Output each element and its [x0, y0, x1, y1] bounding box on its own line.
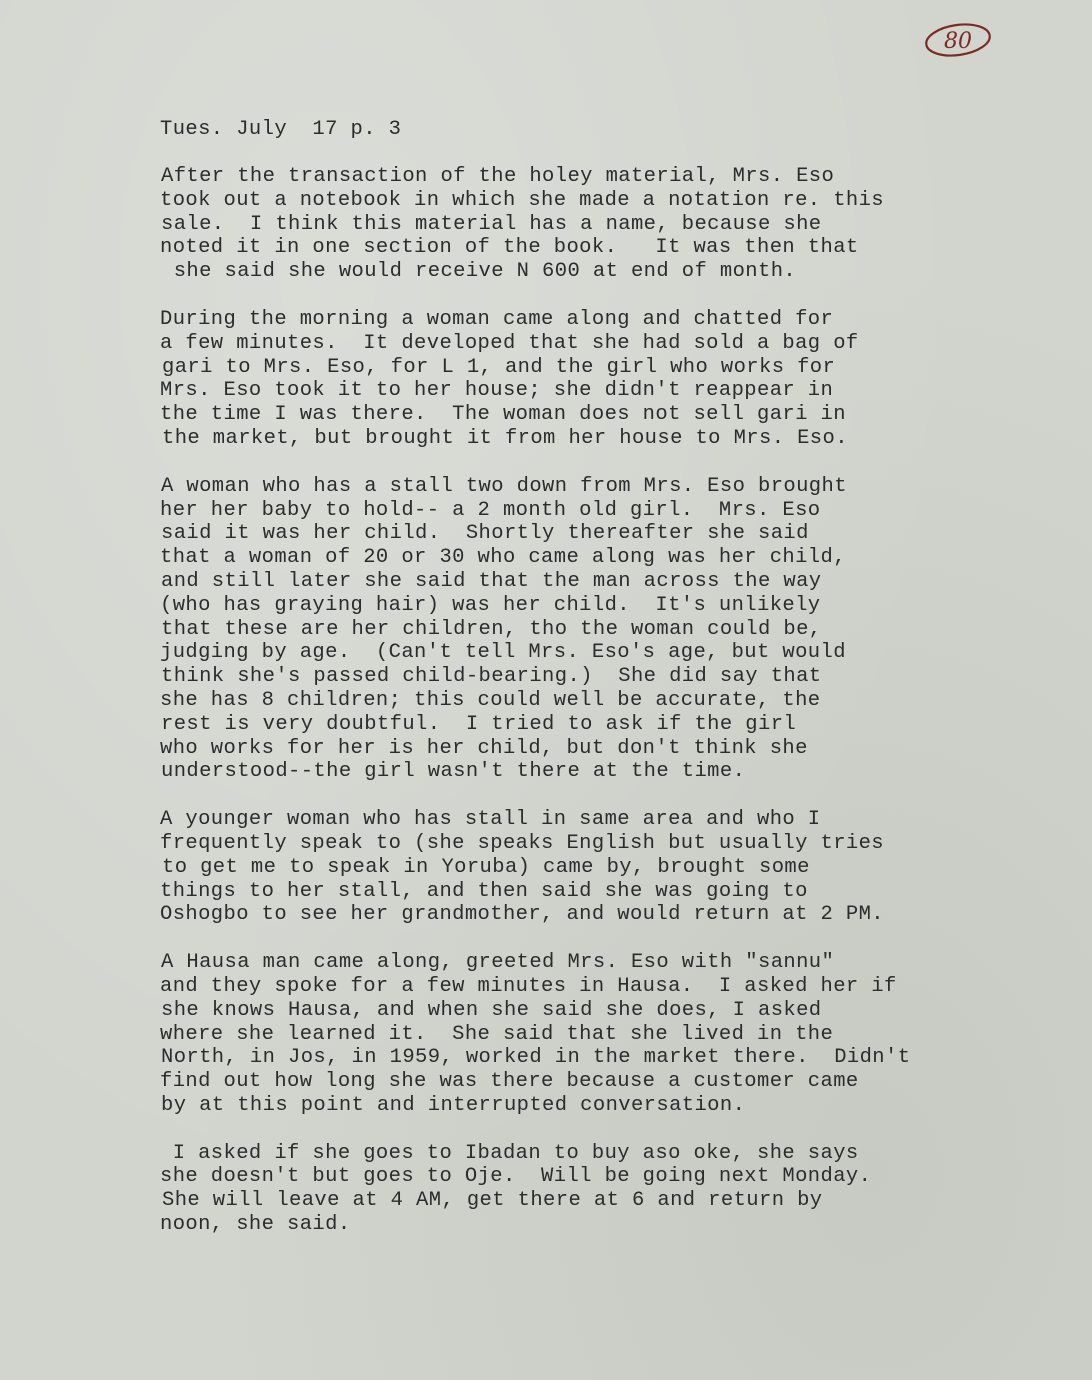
text-line: and still later she said that the man across the way — [161, 569, 822, 593]
text-line: the time I was there. The woman does not sell gari in — [160, 403, 846, 427]
paragraph-1 — [160, 165, 1040, 284]
text-line: Oshogbo to see her grandmother, and would return at 2 PM. — [160, 903, 885, 927]
text-line: gari to Mrs. Eso, for L 1, and the girl who works for — [162, 355, 836, 379]
text-line: her her baby to hold-- a 2 month old girl. Mrs. Eso — [160, 498, 821, 522]
text-line: A Hausa man came along, greeted Mrs. Eso with "sannu" — [161, 951, 835, 975]
text-line: to get me to speak in Yoruba) came by, brought some — [162, 855, 810, 879]
text-line: and they spoke for a few minutes in Hausa. I asked her if — [160, 974, 897, 998]
text-line: she has 8 children; this could well be accurate, the — [160, 688, 821, 712]
page-number-text: 80 — [944, 29, 972, 54]
document-body — [160, 165, 1040, 1261]
text-line: said it was her child. Shortly thereafter she said — [161, 522, 809, 546]
text-line: noon, she said. — [160, 1213, 351, 1237]
text-line: the market, but brought it from her house to Mrs. Eso. — [162, 426, 848, 450]
text-line: frequently speak to (she speaks English but usually tries — [160, 831, 885, 855]
paragraph-6 — [160, 1142, 1040, 1237]
text-line: find out how long she was there because a customer came — [160, 1070, 859, 1094]
text-line: think she's passed child-bearing.) She did say that — [161, 665, 822, 689]
text-line: A woman who has a stall two down from Mrs. Eso brought — [161, 474, 847, 498]
text-line: a few minutes. It developed that she had sold a bag of — [160, 331, 859, 355]
circled-page-number — [922, 20, 994, 60]
text-line: judging by age. (Can't tell Mrs. Eso's age, but would — [160, 641, 846, 665]
text-line: who works for her is her child, but don't think she — [160, 736, 808, 760]
text-line: During the morning a woman came along and chatted for — [160, 307, 834, 331]
text-line: noted it in one section of the book. It was then that — [160, 236, 859, 260]
paragraph-2 — [160, 308, 1040, 451]
text-line: understood--the girl wasn't there at the time. — [161, 760, 746, 784]
page-number-stamp — [922, 20, 994, 60]
text-line: sale. I think this material has a name, because she — [161, 212, 822, 236]
text-line: by at this point and interrupted conversation. — [161, 1093, 746, 1117]
text-line: After the transaction of the holey material, Mrs. Eso — [161, 165, 835, 188]
text-line: I asked if she goes to Ibadan to buy aso oke, she says — [160, 1141, 859, 1165]
page-heading: Tues. July 17 p. 3 — [160, 118, 402, 141]
text-line: that a woman of 20 or 30 who came along was her child, — [160, 546, 846, 570]
paragraph-5 — [160, 951, 1040, 1118]
text-line: rest is very doubtful. I tried to ask if the girl — [161, 712, 797, 736]
text-line: she said she would receive N 600 at end of month. — [161, 260, 797, 284]
text-line: things to her stall, and then said she was going to — [160, 879, 808, 903]
paragraph-4 — [160, 808, 1040, 927]
text-line: she knows Hausa, and when she said she does, I asked — [161, 998, 822, 1022]
text-line: where she learned it. She said that she lived in the — [160, 1022, 834, 1046]
paragraph-3 — [160, 475, 1040, 784]
text-line: that these are her children, tho the woman could be, — [161, 617, 822, 641]
text-line: (who has graying hair) was her child. It's unlikely — [160, 593, 821, 617]
text-line: Mrs. Eso took it to her house; she didn't reappear in — [160, 379, 834, 403]
text-line: North, in Jos, in 1959, worked in the market there. Didn't — [161, 1046, 911, 1070]
text-line: took out a notebook in which she made a notation re. this — [160, 188, 885, 212]
text-line: A younger woman who has stall in same area and who I — [160, 808, 821, 832]
text-line: She will leave at 4 AM, get there at 6 and return by — [162, 1189, 823, 1213]
text-line: she doesn't but goes to Oje. Will be going next Monday. — [160, 1165, 872, 1189]
